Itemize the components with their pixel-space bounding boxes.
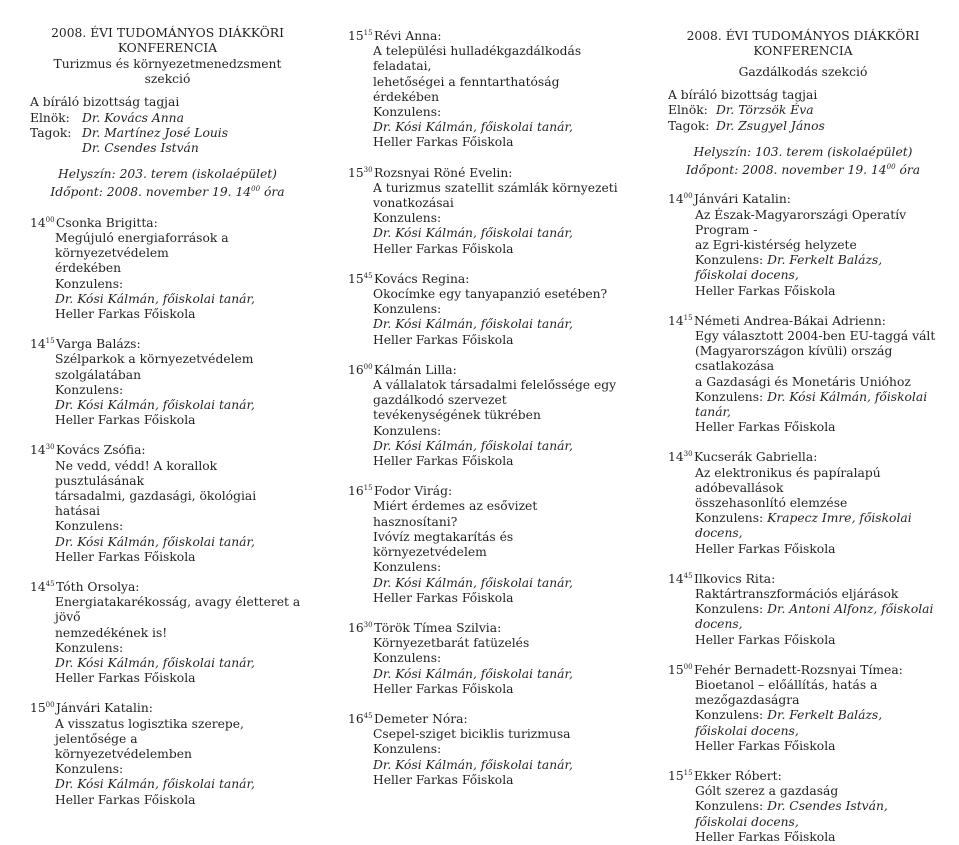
presentation-entry	[30, 577, 305, 686]
time-minute: 45	[363, 711, 373, 720]
presentation-title-line: Megújuló energiaforrások a környezetvédelem	[55, 230, 229, 261]
jury-members-row	[30, 141, 305, 156]
time-minute: 45	[45, 579, 55, 588]
advisor-name: Dr. Antoni Alfonz, főiskolai docens,	[695, 602, 934, 632]
presenter-name: Kálmán Lilla:	[374, 362, 457, 377]
presentation-header	[348, 360, 618, 378]
presentation-time	[30, 213, 56, 231]
presentation-title-line: a Gazdasági és Monetáris Unióhoz	[695, 374, 911, 389]
school-name: Heller Farkas Főiskola	[55, 549, 196, 564]
time-minute: 30	[45, 443, 55, 452]
presentation-details	[30, 459, 305, 565]
advisor-name: Dr. Kósi Kálmán, főiskolai tanár,	[55, 291, 255, 306]
venue-time-text: Időpont: 2008. november 19. 14	[50, 185, 252, 200]
time-hour: 15	[348, 271, 364, 286]
presentation-title-line: Ivóvíz megtakarítás és környezetvédelem	[373, 529, 514, 560]
presentation-details	[348, 378, 618, 469]
presentation-time	[30, 440, 56, 458]
member-name: Dr. Martínez José Louis	[82, 125, 229, 140]
presenter-name: Tóth Orsolya:	[56, 579, 140, 594]
time-minute: 15	[683, 313, 693, 322]
presentation-time	[348, 709, 374, 727]
presentation-header	[30, 213, 305, 231]
presenter-name: Fehér Bernadett-Rozsnyai Tímea:	[694, 662, 903, 677]
time-minute: 15	[363, 484, 373, 493]
advisor-name: Dr. Kósi Kálmán, főiskolai tanár,	[373, 666, 573, 681]
presentation-header	[30, 440, 305, 458]
presentation-header	[668, 766, 938, 784]
jury-block	[668, 88, 938, 134]
presentation-title-line: Környezetbarát fatüzelés	[373, 636, 530, 651]
column-economics-section	[668, 29, 938, 845]
school-name: Heller Farkas Főiskola	[695, 829, 836, 844]
chair-label: Elnök:	[668, 103, 708, 118]
presentation-title-line: társadalmi, gazdasági, ökológiai hatásai	[55, 488, 257, 519]
advisor-name: Dr. Kósi Kálmán, főiskolai tanár,	[55, 534, 255, 549]
school-name: Heller Farkas Főiskola	[373, 454, 514, 469]
school-name: Heller Farkas Főiskola	[373, 772, 514, 787]
time-hour: 14	[668, 571, 684, 586]
presentation-details	[348, 181, 618, 257]
presentation-title-line: összehasonlító elemzése	[695, 495, 848, 510]
presentation-header	[30, 334, 305, 352]
advisor-label: Konzulens:	[55, 382, 124, 397]
advisor-line	[695, 708, 938, 738]
section-name: Gazdálkodás szekció	[738, 65, 868, 79]
presentation-header	[668, 189, 938, 207]
presentation-time	[30, 577, 56, 595]
members-label: Tagok:	[668, 118, 710, 133]
presentation-header	[668, 660, 938, 678]
presenter-name: Ekker Róbert:	[694, 769, 782, 784]
presentation-title-line: A települési hulladékgazdálkodás feladatai,	[373, 44, 582, 74]
jury-members-row	[668, 119, 938, 134]
presenter-name: Révi Anna:	[374, 29, 442, 43]
advisor-name: Dr. Kósi Kálmán, főiskolai tanár,	[695, 389, 928, 419]
presentation-entry	[30, 440, 305, 565]
presentation-title-line: nemzedékének is!	[55, 625, 168, 640]
school-name: Heller Farkas Főiskola	[55, 671, 196, 686]
presentation-title-line: lehetőségei a fenntarthatóság érdekében	[373, 74, 560, 104]
presenter-name: Kovács Zsófia:	[56, 443, 146, 458]
presentation-header	[348, 163, 618, 181]
presenter-name: Németi Andrea-Bákai Adrienn:	[694, 313, 886, 328]
column-tourism-section	[30, 26, 305, 808]
presentation-details	[668, 587, 938, 648]
time-minute: 45	[683, 571, 693, 580]
presentation-details	[668, 466, 938, 557]
advisor-label: Konzulens:	[373, 302, 442, 317]
presentation-header	[668, 569, 938, 587]
advisor-label: Konzulens:	[373, 211, 442, 226]
presentation-header	[668, 311, 938, 329]
time-minute: 00	[45, 215, 55, 224]
advisor-name: Dr. Kósi Kálmán, főiskolai tanár,	[373, 575, 573, 590]
time-hour: 14	[30, 337, 46, 352]
venue-time-suffix: óra	[895, 163, 921, 178]
presentation-time	[668, 660, 694, 678]
presentation-time	[30, 334, 56, 352]
school-name: Heller Farkas Főiskola	[695, 738, 836, 753]
presentation-entry	[30, 334, 305, 428]
time-hour: 15	[348, 29, 364, 43]
advisor-name: Dr. Kósi Kálmán, főiskolai tanár,	[373, 120, 573, 135]
advisor-name: Dr. Kósi Kálmán, főiskolai tanár,	[373, 317, 573, 332]
presentation-time	[668, 766, 694, 784]
conference-title-line1: 2008. ÉVI TUDOMÁNYOS DIÁKKÖRI	[686, 29, 920, 43]
presentation-entry	[348, 360, 618, 469]
presentation-title-line: Szélparkok a környezetvédelem szolgálatában	[55, 352, 254, 382]
presentation-entry	[668, 311, 938, 436]
presentation-title-line: Raktártranszformációs eljárások	[695, 586, 899, 601]
presentation-details	[348, 44, 618, 150]
presentation-header	[348, 709, 618, 727]
presentation-details	[348, 727, 618, 788]
presentation-details	[668, 784, 938, 845]
presentation-details	[348, 287, 618, 348]
presentation-title-line: érdekében	[55, 261, 122, 276]
presentation-time	[348, 618, 374, 636]
advisor-label: Konzulens:	[695, 799, 764, 814]
time-minute: 15	[683, 769, 693, 778]
presentation-header	[30, 577, 305, 595]
time-hour: 14	[668, 450, 684, 465]
presentation-entry	[348, 618, 618, 697]
advisor-label: Konzulens:	[373, 560, 442, 575]
presenter-name: Ilkovics Rita:	[694, 571, 776, 586]
time-hour: 16	[348, 711, 364, 726]
advisor-name: Dr. Ferkelt Balázs, főiskolai docens,	[695, 708, 883, 738]
advisor-label: Konzulens:	[695, 602, 764, 617]
conference-title	[30, 26, 305, 56]
presentation-title-line: Ne vedd, védd! A korallok pusztulásának	[55, 458, 218, 488]
presentation-entry	[30, 698, 305, 807]
advisor-label: Konzulens:	[373, 742, 442, 757]
time-minute: 00	[45, 701, 55, 710]
school-name: Heller Farkas Főiskola	[695, 541, 836, 556]
advisor-label: Konzulens:	[695, 511, 764, 526]
advisor-label: Konzulens:	[695, 253, 764, 268]
advisor-name: Dr. Kósi Kálmán, főiskolai tanár,	[373, 438, 573, 453]
venue-time-minutes: 00	[886, 163, 896, 172]
presentation-entry	[668, 569, 938, 648]
advisor-name: Dr. Csendes István, főiskolai docens,	[695, 799, 888, 829]
time-hour: 14	[30, 579, 46, 594]
school-name: Heller Farkas Főiskola	[55, 413, 196, 428]
presentation-entry	[348, 481, 618, 606]
members-label-spacer	[30, 141, 82, 156]
school-name: Heller Farkas Főiskola	[373, 332, 514, 347]
presentation-time	[348, 163, 374, 181]
presentation-entry	[30, 213, 305, 322]
time-minute: 00	[363, 362, 373, 371]
presentation-entry	[348, 163, 618, 257]
jury-title: A bíráló bizottság tagjai	[668, 88, 818, 103]
jury-chair-row	[668, 103, 938, 118]
presenter-name: Kucserák Gabriella:	[694, 450, 818, 465]
presentation-details	[30, 352, 305, 428]
advisor-name: Krapecz Imre, főiskolai docens,	[695, 511, 912, 541]
advisor-name: Dr. Kósi Kálmán, főiskolai tanár,	[373, 757, 573, 772]
school-name: Heller Farkas Főiskola	[55, 306, 196, 321]
presenter-name: Demeter Nóra:	[374, 711, 468, 726]
advisor-line	[695, 253, 938, 283]
time-hour: 15	[668, 662, 684, 677]
venue-block	[30, 167, 305, 201]
presentation-header	[348, 26, 618, 44]
advisor-label: Konzulens:	[55, 640, 124, 655]
presentation-list	[348, 26, 618, 788]
presentation-title-line: (Magyarországon kívüli) ország csatlakozása	[695, 344, 893, 374]
presentation-entry	[668, 660, 938, 754]
presentation-time	[348, 26, 374, 44]
jury-block	[30, 95, 305, 156]
presentation-title-line: Energiatakarékosság, avagy életteret a jövő	[55, 595, 301, 625]
presentation-list	[30, 213, 305, 808]
presentation-details	[30, 717, 305, 808]
school-name: Heller Farkas Főiskola	[55, 792, 196, 807]
school-name: Heller Farkas Főiskola	[373, 135, 514, 150]
school-name: Heller Farkas Főiskola	[373, 241, 514, 256]
venue-block	[668, 145, 938, 179]
advisor-label: Konzulens:	[695, 389, 764, 404]
advisor-label: Konzulens:	[695, 708, 764, 723]
presenter-name: Jánvári Katalin:	[56, 701, 153, 716]
venue-time-text: Időpont: 2008. november 19. 14	[685, 163, 887, 178]
presentation-title-line: az Egri-kistérség helyzete	[695, 237, 857, 252]
advisor-name: Dr. Ferkelt Balázs, főiskolai docens,	[695, 253, 883, 283]
presentation-details	[348, 636, 618, 697]
presentation-time	[348, 269, 374, 287]
presentation-time	[668, 189, 694, 207]
time-hour: 16	[348, 620, 364, 635]
column-tourism-continued	[348, 26, 618, 788]
jury-members-row	[30, 126, 305, 141]
presentation-details	[30, 231, 305, 322]
presenter-name: Csonka Brigitta:	[56, 215, 158, 230]
presentation-header	[348, 481, 618, 499]
presentation-entry	[348, 26, 618, 151]
time-minute: 00	[683, 192, 693, 201]
jury-chair-row	[30, 111, 305, 126]
presentation-entry	[668, 189, 938, 298]
school-name: Heller Farkas Főiskola	[373, 681, 514, 696]
venue-time	[668, 160, 938, 178]
time-hour: 14	[668, 313, 684, 328]
section-name: Turizmus és környezetmenedzsment szekció	[53, 57, 282, 87]
venue-time-suffix: óra	[260, 185, 285, 200]
presentation-entry	[668, 766, 938, 845]
time-minute: 30	[683, 450, 693, 459]
venue-time	[30, 182, 305, 200]
presentation-entry	[348, 269, 618, 348]
presentation-time	[668, 569, 694, 587]
school-name: Heller Farkas Főiskola	[695, 283, 836, 298]
advisor-label: Konzulens:	[373, 105, 442, 120]
school-name: Heller Farkas Főiskola	[373, 590, 514, 605]
conference-title-line1: 2008. ÉVI TUDOMÁNYOS DIÁKKÖRI	[51, 26, 284, 40]
presenter-name: Varga Balázs:	[56, 337, 141, 352]
time-hour: 15	[348, 165, 364, 180]
advisor-name: Dr. Kósi Kálmán, főiskolai tanár,	[55, 656, 255, 670]
conference-title-line2: KONFERENCIA	[117, 41, 218, 55]
presenter-name: Kovács Regina:	[374, 271, 470, 286]
time-hour: 16	[348, 362, 364, 377]
presentation-title-line: Csepel-sziget biciklis turizmusa	[373, 727, 571, 742]
time-hour: 15	[30, 701, 46, 716]
presenter-name: Jánvári Katalin:	[694, 192, 791, 207]
presentation-entry	[668, 447, 938, 556]
presentation-details	[668, 208, 938, 299]
chair-label: Elnök:	[30, 110, 70, 125]
time-hour: 15	[668, 769, 684, 784]
time-hour: 16	[348, 484, 364, 499]
advisor-label: Konzulens:	[55, 519, 124, 534]
time-minute: 30	[363, 620, 373, 629]
venue-location: Helyszín: 103. terem (iskolaépület)	[693, 144, 913, 159]
time-minute: 45	[363, 271, 373, 280]
school-name: Heller Farkas Főiskola	[695, 420, 836, 435]
presentation-title-line: Az Észak-Magyarországi Operatív Program -	[695, 207, 907, 237]
presenter-name: Fodor Virág:	[374, 484, 453, 499]
chair-name: Dr. Törzsök Éva	[716, 103, 814, 118]
jury-title: A bíráló bizottság tagjai	[30, 95, 180, 110]
time-hour: 14	[30, 215, 46, 230]
presentation-title-line: A vállalatok társadalmi felelőssége egy	[373, 378, 617, 393]
conference-title-line2: KONFERENCIA	[753, 44, 853, 58]
presentation-header	[668, 447, 938, 465]
presentation-title-line: Az elektronikus és papíralapú adóbevallások	[695, 465, 881, 495]
venue-location: Helyszín: 203. terem (iskolaépület)	[58, 167, 277, 182]
advisor-label: Konzulens:	[55, 762, 124, 777]
advisor-label: Konzulens:	[373, 651, 442, 666]
presentation-header	[30, 698, 305, 716]
advisor-name: Dr. Kósi Kálmán, főiskolai tanár,	[373, 226, 573, 241]
presenter-name: Rozsnyai Röné Evelin:	[374, 165, 513, 180]
members-label: Tagok:	[30, 125, 72, 140]
presentation-list	[668, 189, 938, 845]
presentation-title-line: A turizmus szatellit számlák környezeti	[373, 180, 618, 195]
presentation-header	[348, 269, 618, 287]
presentation-time	[348, 481, 374, 499]
presentation-title-line: Okocímke egy tanyapanzió esetében?	[373, 287, 608, 302]
advisor-line	[695, 602, 938, 632]
presentation-title-line: A visszatus logisztika szerepe, jelentősége a	[55, 716, 244, 746]
presentation-header	[348, 618, 618, 636]
presentation-title-line: környezetvédelemben	[55, 747, 192, 762]
presentation-title-line: Bioetanol – előállítás, hatás a mezőgazdaságra	[695, 678, 878, 708]
presentation-details	[30, 595, 305, 686]
presentation-title-line: Gólt szerez a gazdaság	[695, 784, 839, 799]
conference-title	[668, 29, 938, 59]
venue-time-minutes: 00	[251, 185, 261, 194]
presentation-title-line: Miért érdemes az esővizet hasznosítani?	[373, 499, 538, 529]
presentation-details	[668, 678, 938, 754]
presentation-title-line: vonatkozásai	[373, 196, 454, 211]
presentation-time	[668, 447, 694, 465]
advisor-name: Dr. Kósi Kálmán, főiskolai tanár,	[55, 397, 255, 412]
time-hour: 14	[30, 443, 46, 458]
presentation-title-line: Egy választott 2004-ben EU-taggá vált	[695, 328, 936, 343]
presenter-name: Török Tímea Szilvia:	[374, 620, 502, 635]
chair-name: Dr. Kovács Anna	[82, 110, 184, 125]
presentation-title-line: gazdálkodó szervezet tevékenységének tükrében	[373, 393, 541, 423]
member-name: Dr. Csendes István	[82, 141, 199, 156]
school-name: Heller Farkas Főiskola	[695, 632, 836, 647]
presentation-details	[348, 499, 618, 605]
advisor-line	[695, 511, 938, 541]
advisor-name: Dr. Kósi Kálmán, főiskolai tanár,	[55, 777, 255, 792]
time-minute: 15	[363, 29, 373, 37]
time-hour: 14	[668, 192, 684, 207]
presentation-entry	[348, 709, 618, 788]
presentation-time	[30, 698, 56, 716]
presentation-time	[668, 311, 694, 329]
advisor-label: Konzulens:	[55, 276, 124, 291]
presentation-time	[348, 360, 374, 378]
advisor-label: Konzulens:	[373, 423, 442, 438]
advisor-line	[695, 390, 938, 420]
time-minute: 15	[45, 337, 55, 346]
time-minute: 30	[363, 165, 373, 174]
presentation-details	[668, 329, 938, 435]
advisor-line	[695, 799, 938, 829]
member-name: Dr. Zsugyel János	[716, 118, 825, 133]
time-minute: 00	[683, 662, 693, 671]
